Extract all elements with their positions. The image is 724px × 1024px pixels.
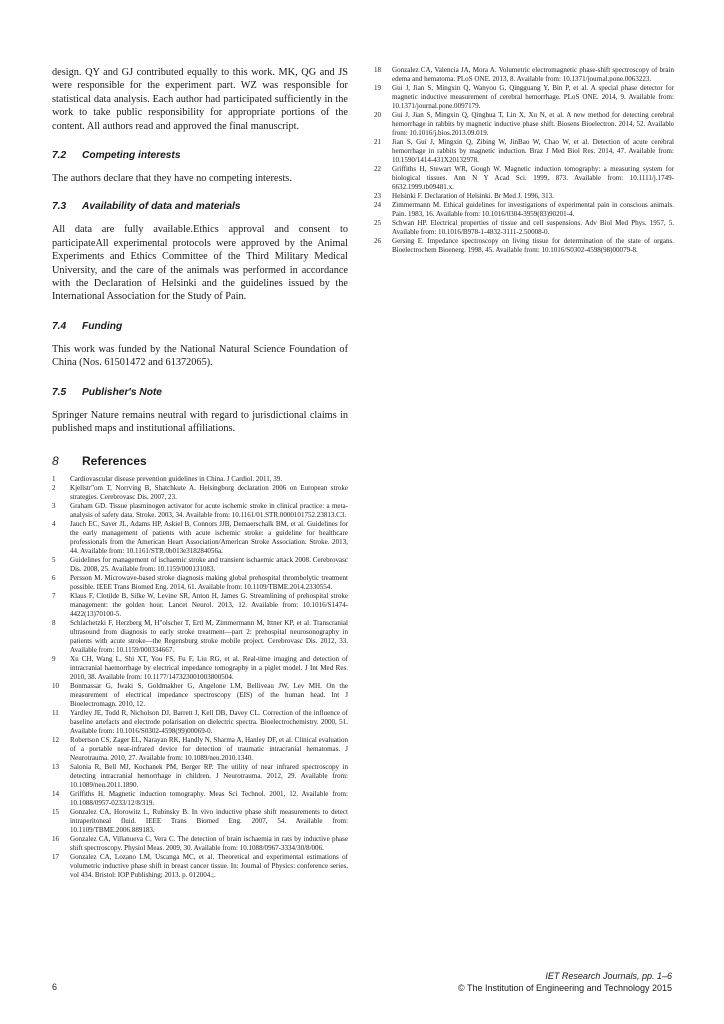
- reference-item: [374, 201, 674, 219]
- reference-item: [52, 655, 348, 682]
- reference-item: [52, 763, 348, 790]
- reference-text: Klaus F, Clotilde B, Silke W, Levine SR, Anton H, James G. Streamlining of prehospital stroke management: the golden hour. Lancet Neurol. 2013, 12. Available from: 10.1016/S1474-4422(13)70100-5.: [70, 591, 348, 618]
- page-number: 6: [52, 982, 58, 992]
- journal-citation: IET Research Journals, pp. 1–6: [545, 971, 672, 981]
- reference-text: Griffiths H. Magnetic induction tomography. Meas Sci Technol. 2001, 12. Available from: 10.1088/0957-0233/12/8/319.: [70, 789, 348, 807]
- reference-item: [52, 709, 348, 736]
- reference-text: Jauch EC, Saver JL, Adams HP, Askiel B, Connors JJB, Demaerschalk BM, et al. Guidelines for the early management of patients with acute ischemic stroke: a guideline for healthcare professionals from the American Heart Association/American Stroke Association. Stroke. 2013, 44. Available from: 10.1161/STR.0b013e318284056a.: [70, 519, 348, 555]
- section-number: 7.5: [52, 386, 67, 398]
- intro-paragraph: design. QY and GJ contributed equally to this work. MK, QG and JS were responsible for the experiment part. WZ was responsible for statistical data analysis. Each author had participated sufficiently in the work to take public responsibility for appropriate portions of the content. All authors read and approved the final manuscript.: [52, 67, 348, 132]
- references-heading: [52, 454, 348, 468]
- reference-number: 10: [52, 681, 60, 690]
- reference-item: [52, 502, 348, 520]
- reference-list-right: [374, 66, 674, 255]
- reference-item: [374, 237, 674, 255]
- reference-number: 25: [374, 219, 382, 227]
- section-body-publishers-note: Springer Nature remains neutral with regard to jurisdictional claims in published maps and institutional affiliations.: [52, 409, 348, 435]
- reference-text: Gui J, Jian S, Mingxin Q, Wanyou G, Qingguang Y, Bin P, et al. A special phase detector for magnetic inductive measurement of cerebral hemorrhage. PLoS ONE. 2014, 9. Available from: 10.1371/journal.pone.0097179.: [392, 84, 674, 110]
- right-column: [374, 66, 674, 255]
- reference-list-left: [52, 475, 348, 880]
- reference-item: [52, 682, 348, 709]
- reference-item: [374, 66, 674, 84]
- reference-text: Gonzalez CA, Horowitz L, Rubinsky B. In vivo inductive phase shift measurements to detect intraperitoneal fluid. IEEE Trans Biomed Eng. 2007, 54. Available from: 10.1109/TBME.2006.889183.: [70, 807, 348, 834]
- reference-text: Schwan HP. Electrical properties of tissue and cell suspensions. Adv Biol Med Phys. 1957, 5. Available from: 10.1016/B978-1-4832-3111-2.50008-0.: [392, 219, 674, 236]
- reference-item: [52, 592, 348, 619]
- section-number: 7.2: [52, 150, 67, 162]
- section-title: Availability of data and materials: [82, 201, 241, 213]
- reference-text: Gonzalez CA, Villanueva C, Vera C. The detection of brain ischaemia in rats by inductive phase shift spectroscopy. Physiol Meas. 2009, 30. Available from: 10.1088/0967-3334/30/8/006.: [70, 834, 348, 852]
- reference-text: Bonmassar G, Iwaki S, Goldmakher G, Angelone LM, Belliveau JW, Lev MH. On the measurement of electrical impedance spectroscopy (EIS) of the human head. Int J Bioelectromagn. 2010, 12.: [70, 681, 348, 708]
- section-title: Publisher's Note: [82, 386, 162, 398]
- reference-item: [374, 138, 674, 165]
- left-column: [52, 66, 348, 880]
- reference-text: Persson M. Microwave-based stroke diagnosis making global prehospital thrombolytic treatment possible. IEEE Trans Biomed Eng. 2014, 61. Available from: 10.1109/TBME.2014.2330554.: [70, 573, 348, 591]
- reference-item: [52, 619, 348, 655]
- reference-item: [374, 219, 674, 237]
- reference-text: Salonia R, Bell MJ, Kochanek PM, Berger RP. The utility of near infrared spectroscopy in detecting intracranial hemorrhage in children. J Neurotrauma. 2012, 29. Available from: 10.1089/neu.2011.1890.: [70, 762, 348, 789]
- reference-item: [374, 192, 674, 201]
- reference-number: 14: [52, 789, 60, 798]
- reference-number: 17: [52, 852, 60, 861]
- reference-number: 26: [374, 237, 382, 245]
- reference-number: 16: [52, 834, 60, 843]
- reference-text: Guidelines for management of ischaemic stroke and transient ischaemic attack 2008. Cerebrovasc Dis. 2008, 25. Available from: 10.1159/000131083.: [70, 555, 348, 573]
- reference-number: 24: [374, 201, 382, 209]
- reference-item: [52, 736, 348, 763]
- references-section-number: 8: [52, 453, 59, 468]
- reference-number: 19: [374, 84, 382, 92]
- reference-number: 9: [52, 654, 56, 663]
- reference-item: [52, 790, 348, 808]
- section-title: Competing interests: [82, 150, 181, 162]
- reference-number: 2: [52, 483, 56, 492]
- reference-item: [52, 808, 348, 835]
- reference-item: [52, 574, 348, 592]
- reference-number: 3: [52, 501, 56, 510]
- section-heading-availability: [52, 201, 348, 212]
- reference-number: 12: [52, 735, 60, 744]
- reference-text: Schlachetzki F, Herzberg M, H"olscher T, Ertl M, Zimmermann M, Ittner KP, et al. Transcranial ultrasound from diagnosis to early stroke treatment—part 2: prehospital neurosonography in patients with acute stroke—the Regensburg stroke mobile project. Cerebrovasc Dis. 2012, 33. Available from: 10.1159/000334667.: [70, 618, 348, 654]
- reference-number: 8: [52, 618, 56, 627]
- reference-number: 11: [52, 708, 59, 717]
- reference-item: [52, 853, 348, 880]
- reference-text: Gui J, Jian S, Mingxin Q, Qinghua T, Lin X, Xu N, et al. A new method for detecting cerebral hemorrhage in rabbits by magnetic inductive phase shift. Biosens Bioelectron. 2014, 52. Available from: 10.1016/j.bios.2013.09.019.: [392, 111, 674, 137]
- section-number: 7.3: [52, 201, 67, 213]
- reference-number: 13: [52, 762, 60, 771]
- reference-number: 6: [52, 573, 56, 582]
- section-body-availability: All data are fully available.Ethics approval and consent to participateAll experimental protocols were approved by the Animal Experiments and Ethics Committee of the Third Military Medical University, and the care of the animals was performed in accordance with the Declaration of Helsinki and the guidelines issued by the International Association for the Study of Pain.: [52, 224, 348, 303]
- section-heading-competing-interests: [52, 150, 348, 161]
- reference-text: Xu CH, Wang L, Shi XT, You FS, Fu F, Liu RG, et al. Real-time imaging and detection of intracranial haemorrhage by electrical impedance tomography in a piglet model. J Int Med Res. 2010, 38. Available from: 10.1177/147323001003800504.: [70, 654, 348, 681]
- copyright-notice: © The Institution of Engineering and Technology 2015: [458, 983, 672, 993]
- reference-text: Gonzalez CA, Valencia JA, Mora A. Volumetric electromagnetic phase-shift spectroscopy of brain edema and hematoma. PLoS ONE. 2013, 8. Available from: 10.1371/journal.pone.0063223.: [392, 66, 674, 83]
- reference-item: [374, 111, 674, 138]
- reference-number: 23: [374, 192, 382, 200]
- reference-number: 21: [374, 138, 382, 146]
- reference-text: Yardley JE, Todd R, Nicholson DJ, Barrett J, Kell DB, Davey CL. Correction of the influence of baseline artefacts and electrode polarisation on dielectric spectra. Bioelectrochemistry. 2000, 51. Available from: 10.1016/S0302-4598(99)00069-0.: [70, 708, 348, 735]
- reference-text: Helsinki F. Declaration of Helsinki. Br Med J. 1996, 313.: [392, 192, 554, 200]
- reference-number: 15: [52, 807, 60, 816]
- section-heading-funding: [52, 321, 348, 332]
- section-body-competing-interests: The authors declare that they have no competing interests.: [52, 173, 292, 185]
- reference-number: 18: [374, 66, 382, 74]
- reference-item: [52, 835, 348, 853]
- reference-number: 7: [52, 591, 56, 600]
- reference-item: [52, 484, 348, 502]
- page-footer: [458, 970, 672, 994]
- reference-text: Gonzalez CA, Lozano LM, Uscanga MC, et al. Theoretical and experimental estimations of volumetric inductive phase shift in breast cancer tissue. In: Journal of Physics: conference series, vol 434. Bristol: IOP Publishing; 2013. p. 012004.;.: [70, 852, 348, 879]
- reference-item: [374, 165, 674, 192]
- reference-number: 22: [374, 165, 382, 173]
- reference-text: Robertson CS, Zager EL, Narayan RK, Handly N, Sharma A, Hanley DF, et al. Clinical evaluation of a portable near-infrared device for detection of traumatic intracranial hematomas. J Neurotrauma. 2010, 27. Available from: 10.1089/neu.2010.1340.: [70, 735, 348, 762]
- reference-text: Cardiovascular disease prevention guidelines in China. J Cardiol. 2011, 39.: [70, 474, 283, 483]
- reference-number: 5: [52, 555, 56, 564]
- reference-text: Gersing E. Impedance spectroscopy on living tissue for determination of the state of organs. Bioelectrochem Bioenerg. 1998, 45. Available from: 10.1016/S0302-4598(98)00079-8.: [392, 237, 674, 254]
- reference-text: Zimmermann M. Ethical guidelines for investigations of experimental pain in conscious animals. Pain. 1983, 16. Available from: 10.1016/0304-3959(83)90201-4.: [392, 201, 674, 218]
- section-body-funding: This work was funded by the National Natural Science Foundation of China (Nos. 61501472 and 61372065).: [52, 343, 348, 369]
- reference-text: Graham GD. Tissue plasminogen activator for acute ischemic stroke in clinical practice: a meta-analysis of safety data. Stroke. 2003, 34. Available from: 10.1161/01.STR.0000101752.23813.C3.: [70, 501, 348, 519]
- section-title: Funding: [82, 320, 123, 332]
- reference-number: 1: [52, 474, 56, 483]
- reference-text: Jian S, Gui J, Mingxin Q, Zibing W, JinBao W, Chao W, et al. Detection of acute cerebral hemorrhage in rabbits by magnetic induction. Braz J Med Biol Res. 2014, 47. Available from: 10.1590/1414-431X20132978.: [392, 138, 674, 164]
- reference-item: [374, 84, 674, 111]
- section-number: 7.4: [52, 320, 67, 332]
- references-title: References: [82, 453, 147, 468]
- reference-text: Kjellstr"om T, Norrving B, Shatchkute A. Helsingborg declaration 2006 on European stroke strategies. Cerebrovasc Dis. 2007, 23.: [70, 483, 348, 501]
- section-heading-publishers-note: [52, 387, 348, 398]
- reference-number: 20: [374, 111, 382, 119]
- reference-item: [52, 556, 348, 574]
- reference-item: [52, 475, 348, 484]
- reference-number: 4: [52, 519, 56, 528]
- reference-item: [52, 520, 348, 556]
- reference-text: Griffiths H, Stewart WR, Gough W. Magnetic induction tomography: a measuring system for biological tissues. Ann N Y Acad Sci. 1999, 873. Available from: 10.1111/j.1749-6632.1999.tb09481.x.: [392, 165, 674, 191]
